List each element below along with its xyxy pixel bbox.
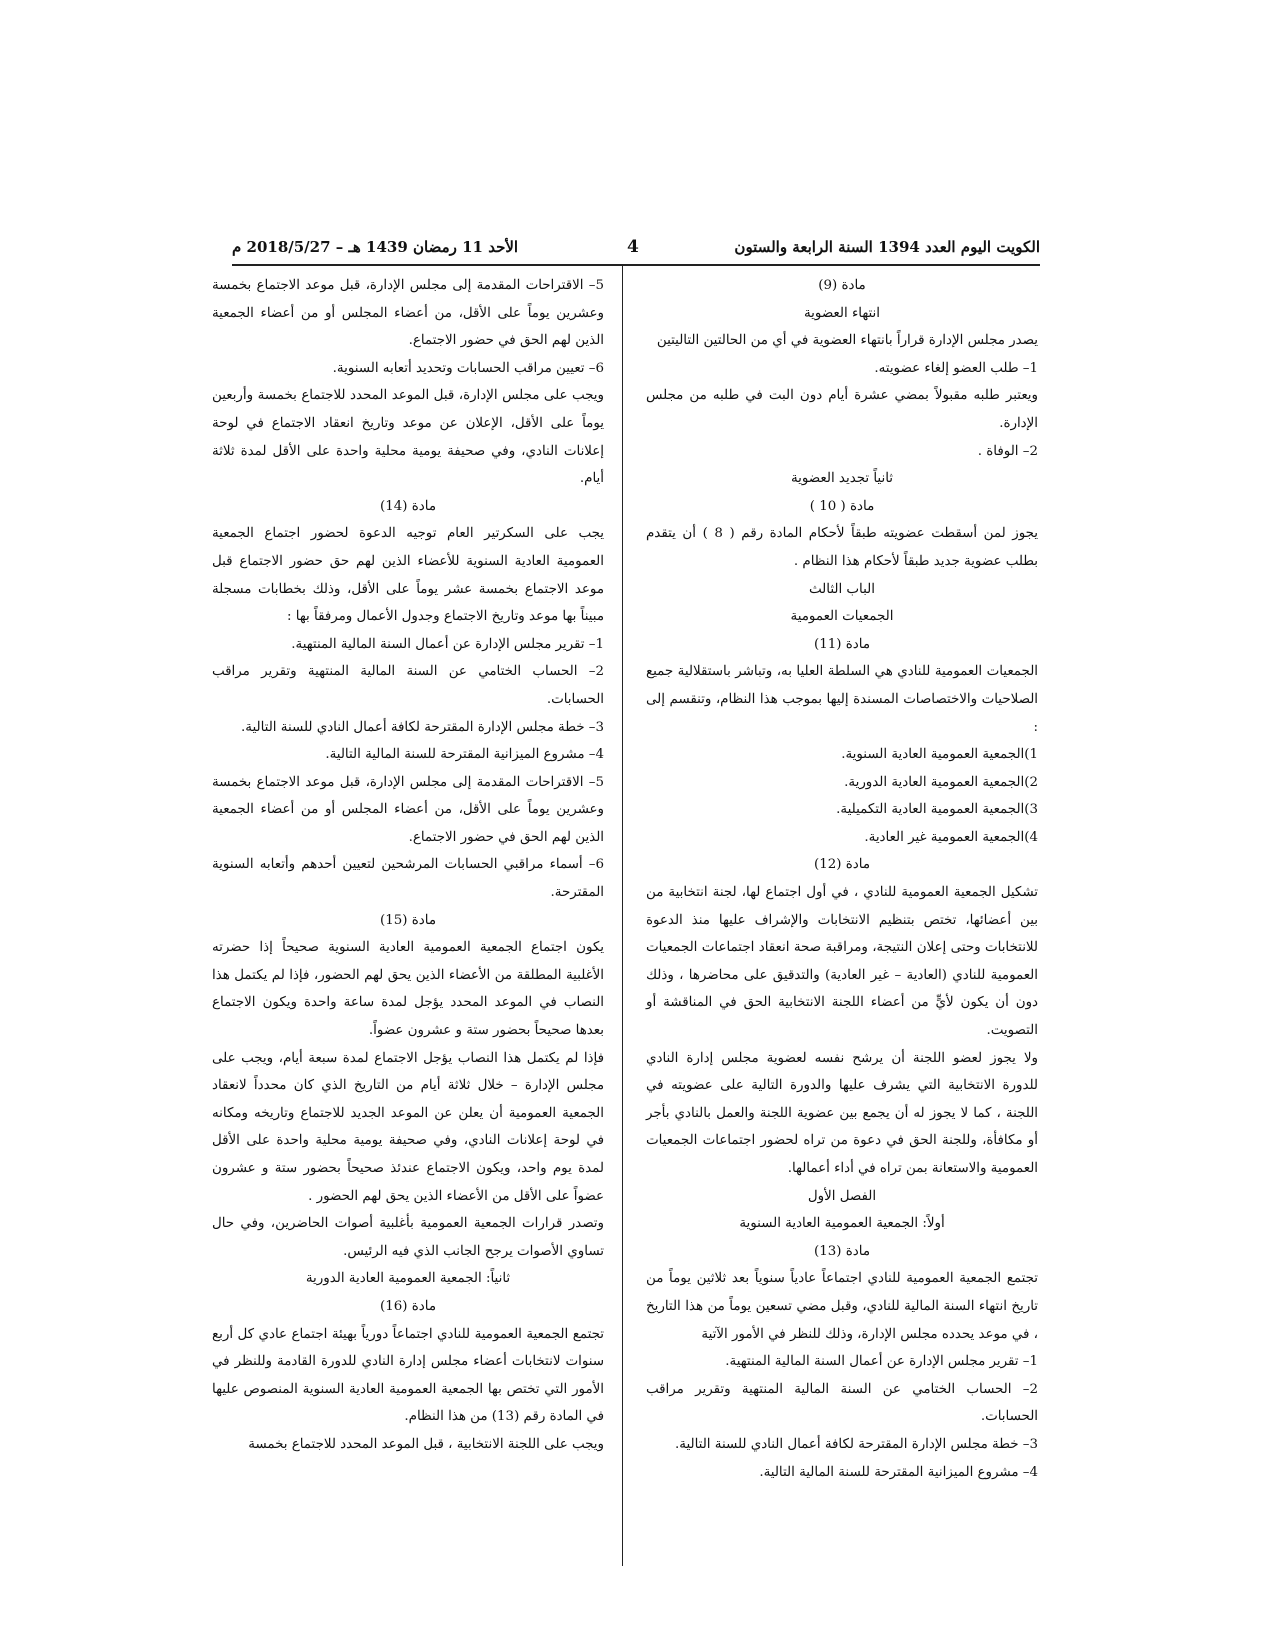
header-date: الأحد 11 رمضان 1439 هـ – 2018/5/27 م: [232, 238, 519, 256]
section-heading: مادة (9): [818, 278, 866, 293]
section-heading: الجمعيات العمومية: [790, 609, 894, 625]
section-heading: مادة (16): [380, 1298, 436, 1314]
paragraph: 2– الوفاة .: [977, 443, 1038, 459]
paragraph: يجوز لمن أسقطت عضويته طبقاً لأحكام المادة رقم ( 8 ) أن يتقدم بطلب عضوية جديد طبقاً لأحكام هذا النظام .: [646, 526, 1038, 569]
column-divider: [622, 266, 623, 1566]
section-heading: انتهاء العضوية: [804, 305, 880, 321]
left-column: [212, 272, 604, 1562]
paragraph: تجتمع الجمعية العمومية للنادي اجتماعاً عادياً سنوياً بعد ثلاثين يوماً من تاريخ انتهاء السنة المالية للنادي، وقبل مضي تسعين يوماً من هذا التاريخ ، في موعد يحدده مجلس الإدارة، وذلك للنظر في الأمور الآتية: [646, 1271, 1038, 1342]
paragraph: ويعتبر طلبه مقبولاً بمضي عشرة أيام دون البت في طلبه من مجلس الإدارة.: [646, 388, 1038, 431]
paragraph: ويجب على اللجنة الانتخابية ، قبل الموعد المحدد للاجتماع بخمسة: [248, 1436, 604, 1452]
section-heading: الباب الثالث: [809, 581, 875, 597]
paragraph: يكون اجتماع الجمعية العمومية العادية السنوية صحيحاً إذا حضرته الأغلبية المطلقة من الأعضاء الذين يحق لهم الحضور، فإذا لم يكتمل هذا النصاب في الموعد المحدد يؤجل لمدة ساعة واحدة ويكون الاجتماع بعدها صحيحاً بحضور ستة و عشرون عضواً.: [212, 940, 604, 1039]
paragraph: 5– الاقتراحات المقدمة إلى مجلس الإدارة، قبل موعد الاجتماع بخمسة وعشرين يوماً على الأقل، من أعضاء المجلس أو من أعضاء الجمعية الذين لهم الحق في حضور الاجتماع.: [212, 278, 604, 349]
paragraph: 1)الجمعية العمومية العادية السنوية.: [841, 747, 1038, 763]
paragraph: فإذا لم يكتمل هذا النصاب يؤجل الاجتماع لمدة سبعة أيام، ويجب على مجلس الإدارة – خلال ثلاثة أيام من التاريخ الذي كان محدداً لانعقاد الجمعية العمومية أن يعلن عن الموعد الجديد للاجتماع وتاريخه ومكانه في لوحة إعلانات النادي، وفي صحيفة يومية محلية واحدة على الأقل لمدة يوم واحد، ويكون الاجتماع عندئذ صحيحاً بحضور ستة و عشرون عضواً على الأقل من الأعضاء الذين يحق لهم الحضور .: [212, 1050, 604, 1204]
paragraph: ويجب على مجلس الإدارة، قبل الموعد المحدد للاجتماع بخمسة وأربعين يوماً على الأقل، الإعلان عن موعد وتاريخ انعقاد الاجتماع في لوحة إعلانات النادي، وفي صحيفة يومية محلية واحدة على الأقل لمدة ثلاثة أيام.: [212, 388, 604, 487]
section-heading: مادة (11): [814, 636, 870, 652]
page-number: 4: [627, 237, 639, 257]
paragraph: 4– مشروع الميزانية المقترحة للسنة المالية التالية.: [325, 747, 604, 763]
paragraph: 1– طلب العضو إلغاء عضويته.: [874, 360, 1038, 376]
paragraph: 5– الاقتراحات المقدمة إلى مجلس الإدارة، قبل موعد الاجتماع بخمسة وعشرين يوماً على الأقل، من أعضاء المجلس أو من أعضاء الجمعية الذين لهم الحق في حضور الاجتماع.: [212, 774, 604, 845]
section-heading: ثانياً: الجمعية العمومية العادية الدورية: [305, 1271, 511, 1287]
section-heading: ثانياً تجديد العضوية: [790, 471, 894, 487]
paragraph: 2)الجمعية العمومية العادية الدورية.: [844, 774, 1038, 790]
paragraph: تجتمع الجمعية العمومية للنادي اجتماعاً دورياً بهيئة اجتماع عادي كل أربع سنوات لانتخابات أعضاء مجلس إدارة النادي للدورة القادمة وللنظر في الأمور التي تختص بها الجمعية العمومية العادية السنوية المنصوص عليها في المادة رقم (13) من هذا النظام.: [212, 1326, 604, 1425]
section-heading: مادة (14): [380, 498, 436, 514]
paragraph: 4– مشروع الميزانية المقترحة للسنة المالية التالية.: [759, 1464, 1038, 1480]
paragraph: 4)الجمعية العمومية غير العادية.: [864, 829, 1038, 845]
paragraph: الجمعيات العمومية للنادي هي السلطة العليا به، وتباشر باستقلالية جميع الصلاحيات والاختصاصات المسندة إليها بموجب هذا النظام، وتنقسم إلى :: [646, 664, 1038, 735]
paragraph: تشكيل الجمعية العمومية للنادي ، في أول اجتماع لها، لجنة انتخابية من بين أعضائها، تختص بتنظيم الانتخابات والإشراف عليها منذ الدعوة للانتخابات وحتى إعلان النتيجة، ومراقبة صحة انعقاد اجتماعات الجمعيات العمومية للنادي (العادية – غير العادية) والتدقيق على محاضرها ، وذلك دون أن يكون لأيٍّ من أعضاء اللجنة الانتخابية الحق في المناقشة أو التصويت.: [646, 885, 1038, 1039]
paragraph: يصدر مجلس الإدارة قراراً بانتهاء العضوية في أي من الحالتين التاليتين: [656, 333, 1038, 349]
paragraph: 3)الجمعية العمومية العادية التكميلية.: [836, 802, 1038, 818]
page-header: [232, 238, 1040, 260]
section-heading: مادة ( 10 ): [809, 498, 875, 514]
paragraph: 6– أسماء مراقبي الحسابات المرشحين لتعيين أحدهم وأتعابه السنوية المقترحة.: [212, 857, 604, 901]
header-issue-info: الكويت اليوم العدد 1394 السنة الرابعة والستون: [734, 238, 1040, 256]
paragraph: 3– خطة مجلس الإدارة المقترحة لكافة أعمال النادي للسنة التالية.: [675, 1436, 1038, 1452]
right-column: [646, 272, 1038, 1480]
paragraph: 3– خطة مجلس الإدارة المقترحة لكافة أعمال النادي للسنة التالية.: [241, 719, 604, 735]
section-heading: الفصل الأول: [807, 1188, 877, 1204]
paragraph: 1– تقرير مجلس الإدارة عن أعمال السنة المالية المنتهية.: [291, 636, 604, 652]
paragraph: 6– تعيين مراقب الحسابات وتحديد أتعابه السنوية.: [332, 360, 604, 376]
paragraph: 2– الحساب الختامي عن السنة المالية المنتهية وتقرير مراقب الحسابات.: [212, 664, 604, 707]
paragraph: 2– الحساب الختامي عن السنة المالية المنتهية وتقرير مراقب الحسابات.: [646, 1381, 1038, 1425]
section-heading: أولاً: الجمعية العمومية العادية السنوية: [739, 1216, 945, 1232]
paragraph: وتصدر قرارات الجمعية العمومية بأغلبية أصوات الحاضرين، وفي حال تساوي الأصوات يرجح الجانب الذي فيه الرئيس.: [212, 1216, 604, 1259]
paragraph: يجب على السكرتير العام توجيه الدعوة لحضور اجتماع الجمعية العمومية العادية السنوية للأعضاء الذين لهم حق حضور الاجتماع قبل موعد الاجتماع بخمسة عشر يوماً على الأقل، وذلك بخطابات مسجلة مبيناً بها موعد وتاريخ الاجتماع وجدول الأعمال ومرفقاً بها :: [212, 526, 604, 625]
section-heading: مادة (15): [380, 912, 436, 928]
paragraph: 1– تقرير مجلس الإدارة عن أعمال السنة المالية المنتهية.: [725, 1354, 1038, 1370]
header-rule: [232, 264, 1040, 266]
section-heading: مادة (13): [814, 1243, 870, 1259]
paragraph: ولا يجوز لعضو اللجنة أن يرشح نفسه لعضوية مجلس إدارة النادي للدورة الانتخابية التي يشرف عليها والدورة التالية على عضويته في اللجنة ، كما لا يجوز له أن يجمع بين عضوية اللجنة والعمل بالنادي بأجر أو مكافأة، وللجنة الحق في دعوة من تراه لحضور اجتماعات الجمعيات العمومية والاستعانة بمن تراه في أداء أعمالها.: [646, 1050, 1038, 1176]
section-heading: مادة (12): [814, 857, 870, 873]
